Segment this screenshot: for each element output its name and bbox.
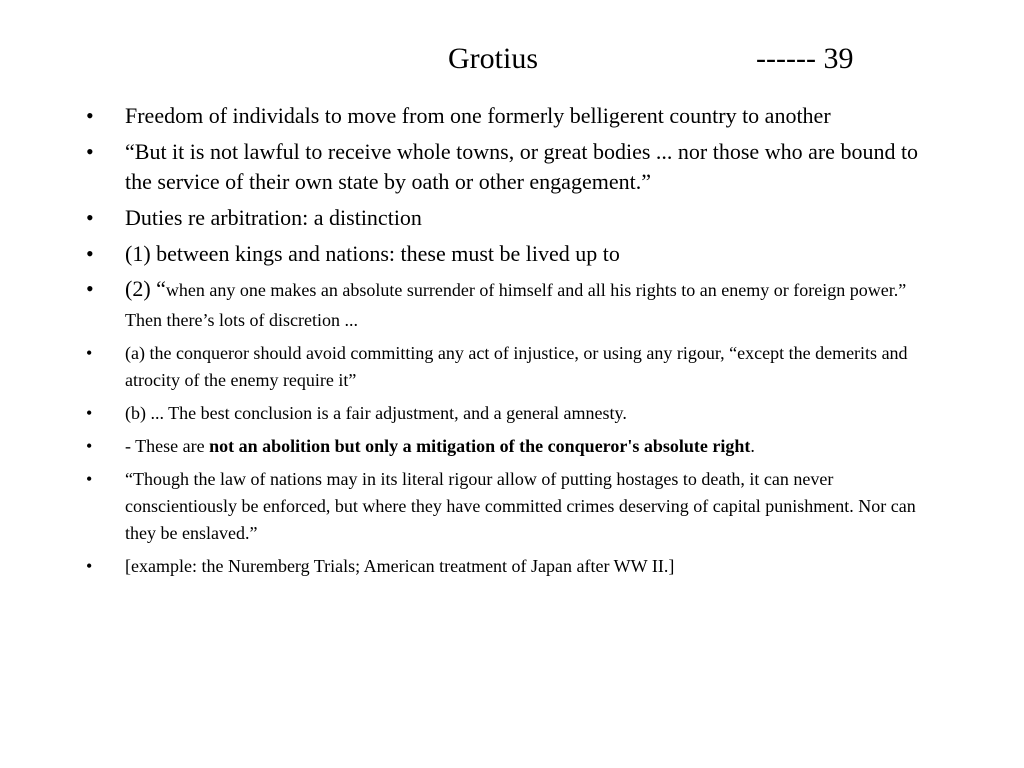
bullet-text-rest: when any one makes an absolute surrender of himself and all his rights to an enemy or foreign power.” Then there’s lots of discretion ... bbox=[125, 280, 907, 330]
bullet-text: (b) ... The best conclusion is a fair adjustment, and a general amnesty. bbox=[125, 403, 627, 423]
bullet-dot: • bbox=[86, 343, 93, 363]
bullet-dot: • bbox=[86, 103, 94, 128]
bullet-dot: • bbox=[86, 436, 93, 456]
bullet-dot: • bbox=[86, 556, 93, 576]
bullet-dot: • bbox=[86, 276, 94, 301]
bullet-list bbox=[86, 101, 946, 586]
bullet-item-mitigation bbox=[86, 433, 946, 460]
bullet-dot: • bbox=[86, 469, 93, 489]
bullet-text: (a) the conqueror should avoid committing any act of injustice, or using any rigour, “except the demerits and atrocity of the enemy require it” bbox=[125, 343, 908, 390]
bullet-dot: • bbox=[86, 205, 94, 230]
bullet-item-example bbox=[86, 553, 946, 580]
bullet-text-post: . bbox=[750, 436, 755, 456]
bullet-text-lead: (2) “ bbox=[125, 276, 166, 301]
bullet-item-surrender bbox=[86, 275, 946, 336]
bullet-item-hostages bbox=[86, 466, 946, 547]
bullet-text: Freedom of individals to move from one formerly belligerent country to another bbox=[125, 103, 831, 128]
bullet-text: “But it is not lawful to receive whole towns, or great bodies ... nor those who are bound to the service of their own state by oath or other engagement.” bbox=[125, 139, 919, 194]
bullet-dot: • bbox=[86, 403, 93, 423]
bullet-item-not-lawful bbox=[86, 137, 946, 197]
bullet-text-pre: - These are bbox=[125, 436, 210, 456]
title-text: Grotius bbox=[448, 42, 538, 75]
bullet-text: “Though the law of nations may in its literal rigour allow of putting hostages to death, it can never conscientiously be enforced, but where they have committed crimes deserving of capital punishment. Nor can they be enslaved.” bbox=[125, 469, 916, 543]
bullet-item-arbitration bbox=[86, 203, 946, 233]
bullet-item-conqueror-injustice bbox=[86, 340, 946, 394]
bullet-item-amnesty bbox=[86, 400, 946, 427]
bullet-dot: • bbox=[86, 241, 94, 266]
bullet-item-freedom bbox=[86, 101, 946, 131]
bullet-item-kings-nations bbox=[86, 239, 946, 269]
bullet-dot: • bbox=[86, 139, 94, 164]
bullet-text-bold: not an abolition but only a mitigation of the conqueror's absolute right bbox=[209, 436, 751, 456]
bullet-text: [example: the Nuremberg Trials; American treatment of Japan after WW II.] bbox=[125, 556, 675, 576]
page-number-label: ------ 39 bbox=[756, 42, 854, 75]
bullet-text: (1) between kings and nations: these must be lived up to bbox=[125, 241, 620, 266]
bullet-text: Duties re arbitration: a distinction bbox=[125, 205, 422, 230]
slide-title bbox=[0, 42, 1024, 86]
